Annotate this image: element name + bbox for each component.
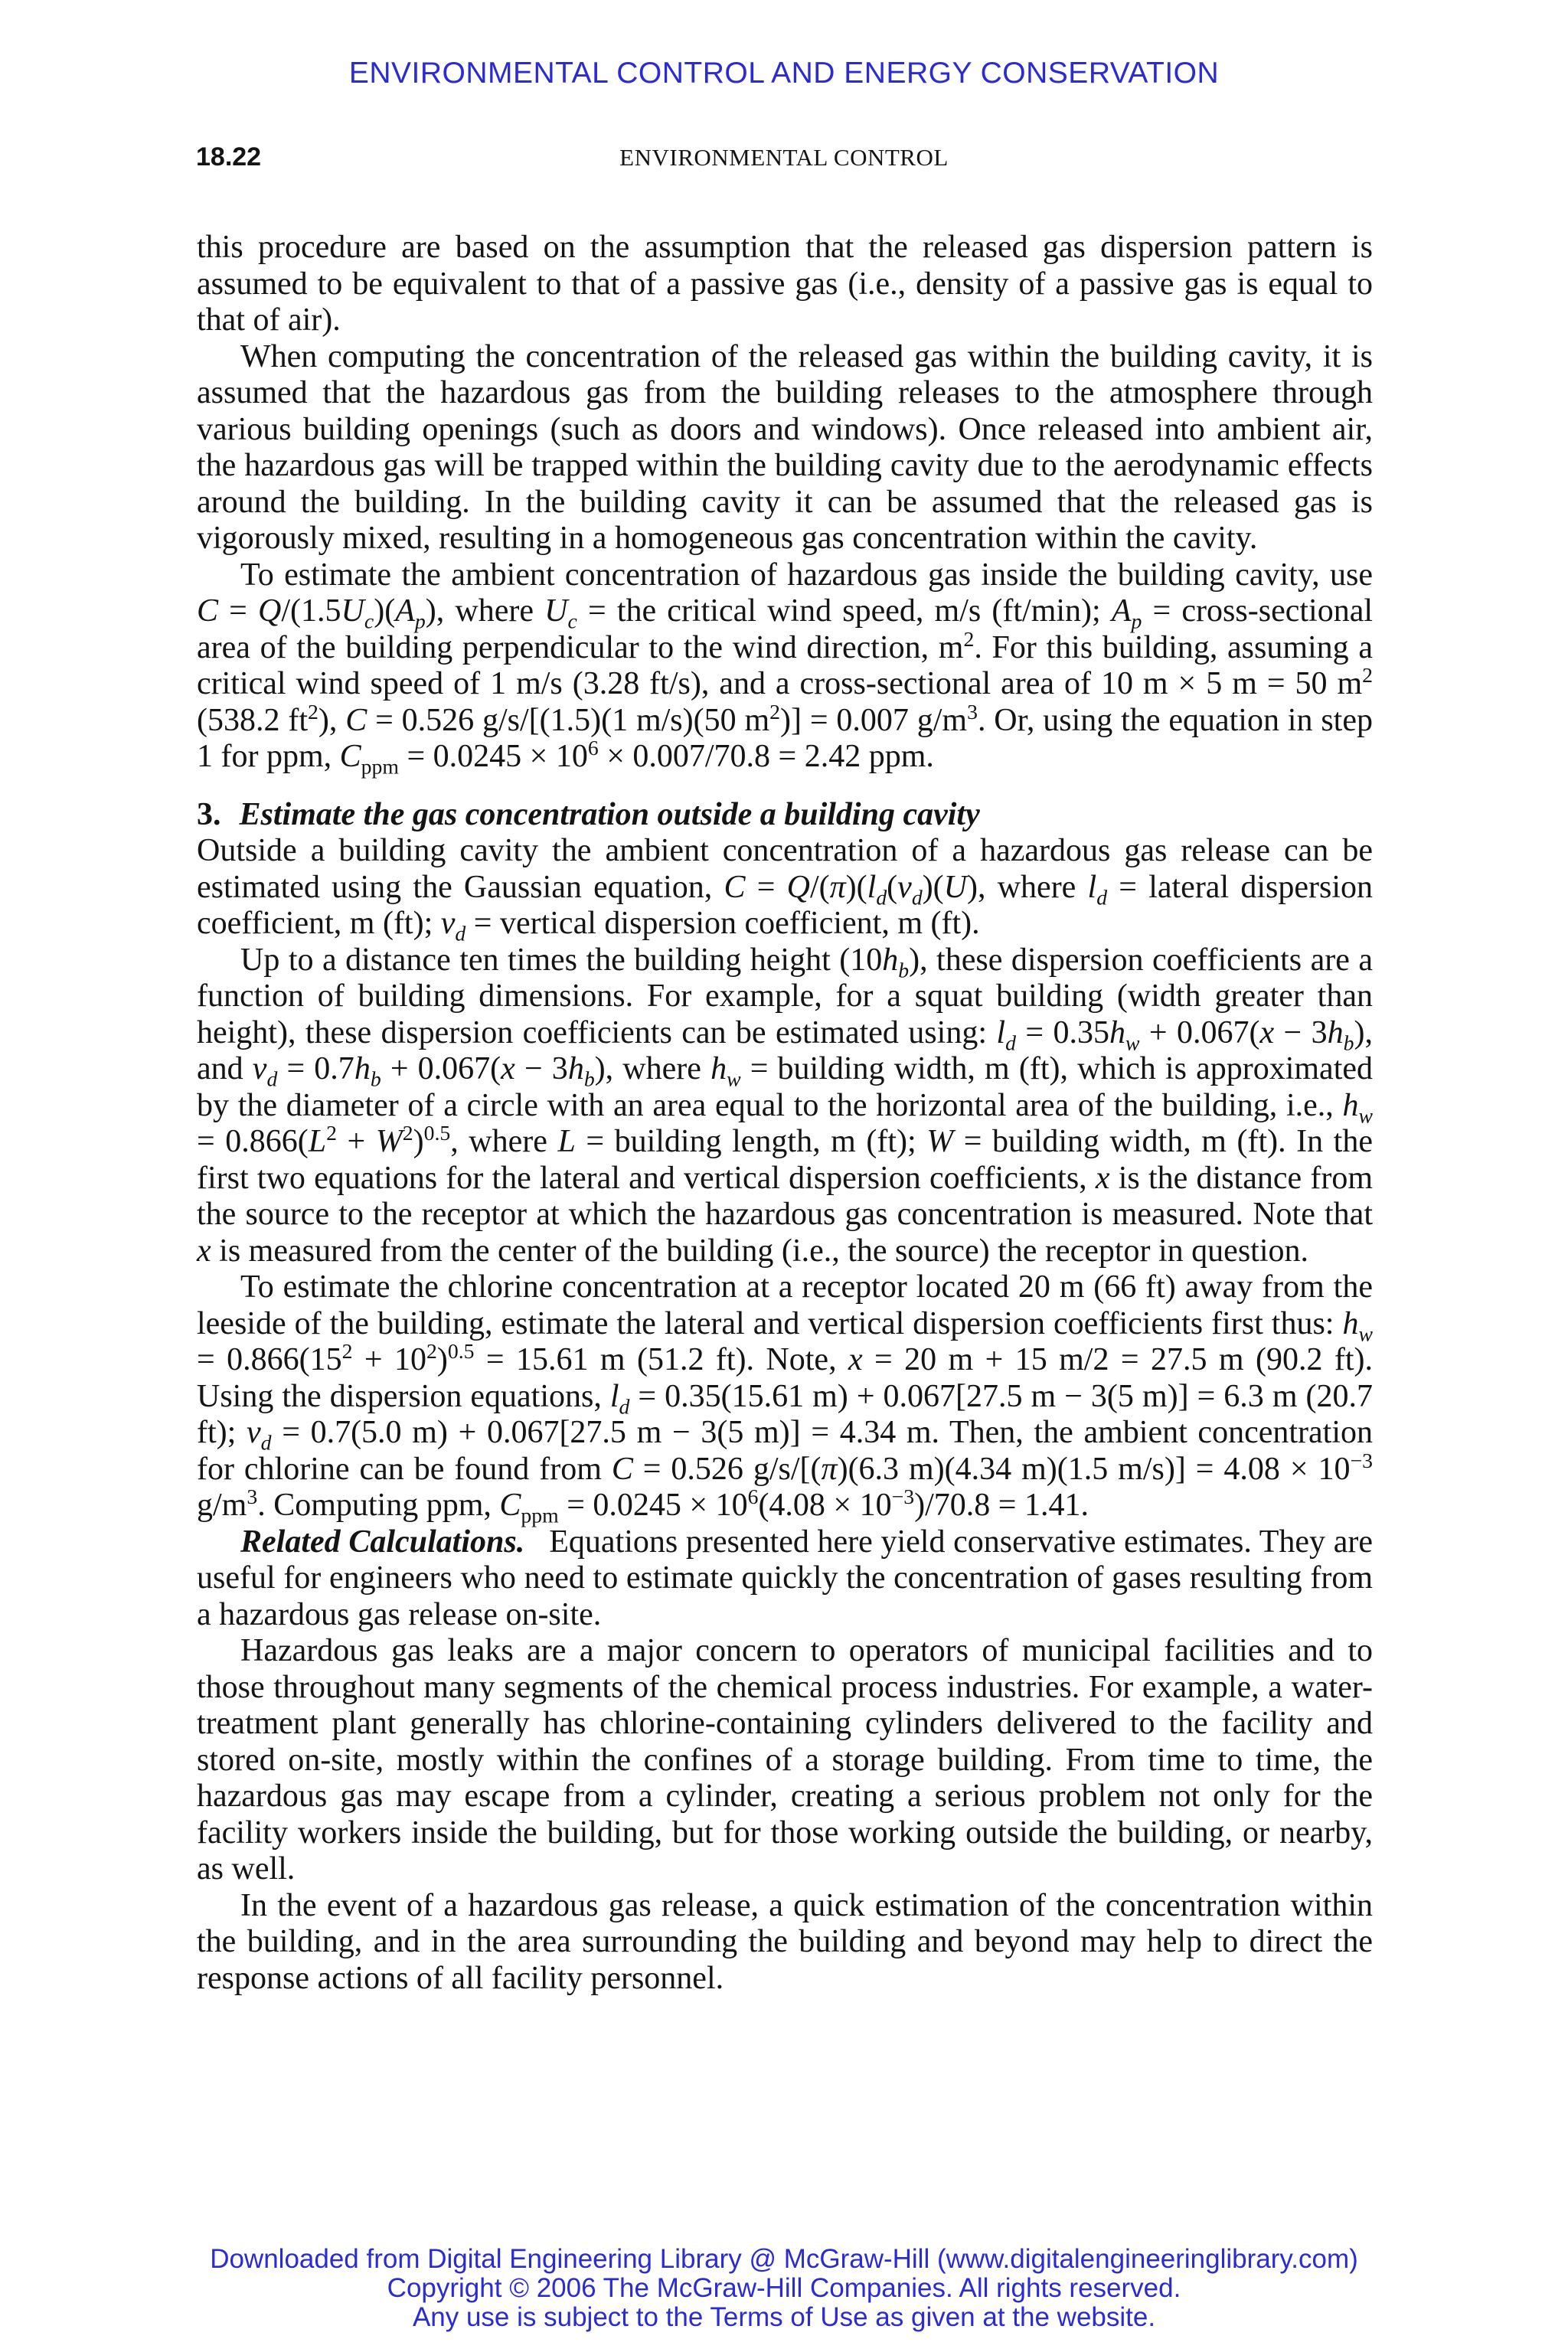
paragraph-2: When computing the concentration of the released gas within the building cavity, it is assumed that the hazardous gas from the building releases to the atmosphere through various building openings (such as doors and windows). Once released into ambient air, the hazardous gas will be trapped within the building cavity due to the aerodynamic effects around the building. In the building cavity it can be assumed that the released gas is vigorously mixed, resulting in a homogeneous gas concentration within the cavity. — [197, 338, 1373, 556]
section-title: Estimate the gas concentration outside a building cavity — [239, 796, 980, 832]
paragraph-7 — [197, 1524, 1373, 1634]
running-header — [0, 142, 1568, 181]
section-heading — [197, 797, 1373, 834]
related-calculations-label: Related Calculations. — [240, 1524, 525, 1560]
section-number: 3. — [197, 796, 221, 832]
footer-line-1: Downloaded from Digital Engineering Library @ McGraw-Hill (www.digitalengineeringlibrary.com) — [210, 2244, 1358, 2274]
page-number: 18.22 — [196, 142, 262, 172]
paragraph-3: To estimate the ambient concentration of hazardous gas inside the building cavity, use $C = Q/(1.5U_c)(A_p)$, where $U_c$ = the critical wind speed, m/s (ft/min); $A_p$ = cross-sectional area of the building perpendicular to the wind direction, $m^2$. For this building, assuming a critical wind speed of 1 m/s (3.28 ft/s), and a cross-sectional area of 10 m × 5 m = 50 $m^2$ (538.2 $ft^2$), C = 0.526 g/s/[(1.5)(1 m/s)(50 $m^2)] = 0.007$ $g/m^3$. Or, using the equation in step 1 for ppm, $C_{ppm} = 0.0245 \times 10^6 \times 0.007/70.8 = 2.42$ ppm. — [197, 557, 1373, 779]
footer-line-3: Any use is subject to the Terms of Use as given at the website. — [412, 2302, 1156, 2332]
paragraph-5: Up to a distance ten times the building height $(10h_b)$, these dispersion coefficients are a function of building dimensions. For example, for a squat building (width greater than height), these dispersion coefficients can be estimated using: $l_d = 0.35h_w + 0.067(x - 3h_b)$, and $v_d = 0.7h_b + 0.067(x - 3h_b)$, where $h_w$ = building width, m (ft), which is approximated by the diameter of a circle with an area equal to the horizontal area of the building, i.e., $h_w = 0.866(L^2 + W^2)^{0.5}$, where L = building length, m (ft); W = building width, m (ft). In the first two equations for the lateral and vertical dispersion coefficients, x is the distance from the source to the receptor at which the hazardous gas concentration is measured. Note that x is measured from the center of the building (i.e., the source) the receptor in question. — [197, 942, 1374, 1269]
footer-line-2: Copyright © 2006 The McGraw-Hill Companies. All rights reserved. — [387, 2273, 1181, 2303]
paragraph-7-text: Equations presented here yield conservative estimates. They are useful for engineers who need to estimate quickly the concentration of gases resulting from a hazardous gas release on-site. — [197, 1524, 1374, 1632]
paragraph-6: To estimate the chlorine concentration at a receptor located 20 m (66 ft) away from the leeside of the building, estimate the lateral and vertical dispersion coefficients first thus: $h_w = 0.866(15^2 + 10^2)^{0.5} = 15.61$ m (51.2 ft). Note, x = 20 m + 15 m/2 = 27.5 m (90.2 ft). Using the dispersion equations, $l_d = 0.35(15.61$ m) + 0.067[27.5 m − 3(5 m)] = 6.3 m (20.7 ft); $v_d = 0.7(5.0$ m) + 0.067[27.5 m − 3(5 m)] = 4.34 m. Then, the ambient concentration for chlorine can be found from C = 0.526 g/s/[(π)(6.3 m)(4.34 m)(1.5 $m/s)] = 4.08 \times 10^{-3}$ $g/m^3$. Computing ppm, $C_{ppm} = 0.0245 \times 10^6(4.08 \times 10^{-3})/70.8 = 1.41$. — [197, 1269, 1374, 1527]
download-footer — [0, 2245, 1568, 2332]
paragraph-8: Hazardous gas leaks are a major concern to operators of municipal facilities and to those throughout many segments of the chemical process industries. For example, a water-treatment plant generally has chlorine-containing cylinders delivered to the facility and stored on-site, mostly within the confines of a storage building. From time to time, the hazardous gas may escape from a cylinder, creating a serious problem not only for the facility workers inside the building, but for those working outside the building, or nearby, as well. — [197, 1633, 1373, 1886]
page-body — [197, 230, 1373, 1997]
paragraph-4: Outside a building cavity the ambient concentration of a hazardous gas release can be estimated using the Gaussian equation, $C = Q/(\pi)(l_d(v_d)(U)$, where $l_d$ = lateral dispersion coefficient, m (ft); $v_d$ = vertical dispersion coefficient, m (ft). — [197, 833, 1373, 946]
paragraph-1: this procedure are based on the assumption that the released gas dispersion pattern is assumed to be equivalent to that of a passive gas (i.e., density of a passive gas is equal to that of air). — [197, 230, 1373, 338]
source-banner: ENVIRONMENTAL CONTROL AND ENERGY CONSERVATION — [348, 57, 1220, 90]
paragraph-9: In the event of a hazardous gas release, a quick estimation of the concentration within the building, and in the area surrounding the building and beyond may help to direct the response actions of all facility personnel. — [197, 1887, 1373, 1996]
running-title: ENVIRONMENTAL CONTROL — [619, 144, 949, 171]
